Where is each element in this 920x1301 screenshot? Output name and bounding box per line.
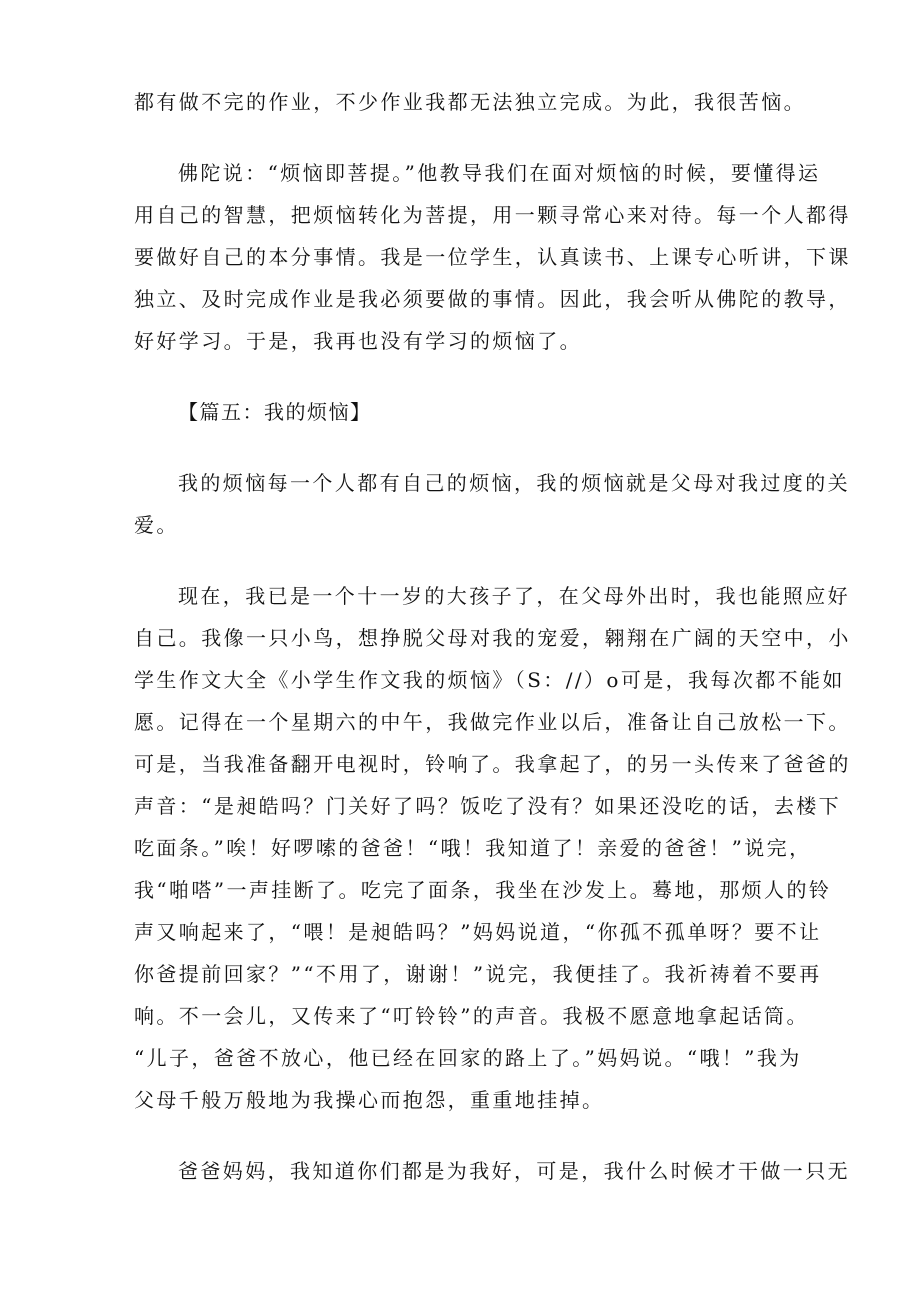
paragraph-4-line-7: 吃面条。”唉！好啰嗦的爸爸！“哦！我知道了！亲爱的爸爸！”说完，: [134, 836, 812, 860]
paragraph-4-line-13: 父母千般万般地为我操心而抱怨，重重地挂掉。: [134, 1088, 605, 1112]
paragraph-2-line-5: 好好学习。于是，我再也没有学习的烦恼了。: [134, 329, 582, 353]
section-heading: 【篇五：我的烦恼】: [178, 400, 372, 424]
paragraph-4-line-3: 学生作文大全《小学生作文我的烦恼》（S：//）o可是，我每次都不能如: [134, 668, 845, 692]
paragraph-4-line-11: 响。不一会儿，又传来了“叮铃铃”的声音。我极不愿意地拿起话筒。: [134, 1004, 809, 1028]
paragraph-2-line-4: 独立、及时完成作业是我必须要做的事情。因此，我会听从佛陀的教导，: [134, 287, 851, 311]
paragraph-5-line-1: 爸爸妈妈，我知道你们都是为我好，可是，我什么时候才干做一只无: [178, 1159, 850, 1183]
paragraph-4-line-10: 你爸提前回家？”“不用了，谢谢！”说完，我便挂了。我祈祷着不要再: [134, 962, 822, 986]
paragraph-4-line-9: 声又响起来了，“喂！是昶皓吗？”妈妈说道，“你孤不孤单呀？要不让: [134, 920, 822, 944]
paragraph-4-line-8: 我“啪嗒”一声挂断了。吃完了面条，我坐在沙发上。蓦地，那烦人的铃: [134, 878, 832, 902]
paragraph-3-line-1: 我的烦恼每一个人都有自己的烦恼，我的烦恼就是父母对我过度的关: [178, 471, 850, 495]
paragraph-3-line-2: 爱。: [134, 513, 179, 537]
paragraph-4-line-1: 现在，我已是一个十一岁的大孩子了，在父母外出时，我也能照应好: [178, 584, 850, 608]
paragraph-4-line-4: 愿。记得在一个星期六的中午，我做完作业以后，准备让自己放松一下。: [134, 710, 851, 734]
paragraph-2-line-3: 要做好自己的本分事情。我是一位学生，认真读书、上课专心听讲，下课: [134, 245, 851, 269]
paragraph-4-line-2: 自己。我像一只小鸟，想挣脱父母对我的宠爱，翱翔在广阔的天空中，小: [134, 626, 851, 650]
paragraph-4-line-6: 声音：“是昶皓吗？门关好了吗？饭吃了没有？如果还没吃的话，去楼下: [134, 794, 842, 818]
paragraph-4-line-5: 可是，当我准备翻开电视时，铃响了。我拿起了，的另一头传来了爸爸的: [134, 752, 851, 776]
paragraph-4-line-12: “儿子，爸爸不放心，他已经在回家的路上了。”妈妈说。“哦！”我为: [134, 1046, 802, 1070]
paragraph-2-line-1: 佛陀说：“烦恼即菩提。”他教导我们在面对烦恼的时候，要懂得运: [178, 161, 821, 185]
paragraph-2-line-2: 用自己的智慧，把烦恼转化为菩提，用一颗寻常心来对待。每一个人都得: [134, 203, 851, 227]
paragraph-1-line-1: 都有做不完的作业，不少作业我都无法独立完成。为此，我很苦恼。: [134, 90, 806, 114]
